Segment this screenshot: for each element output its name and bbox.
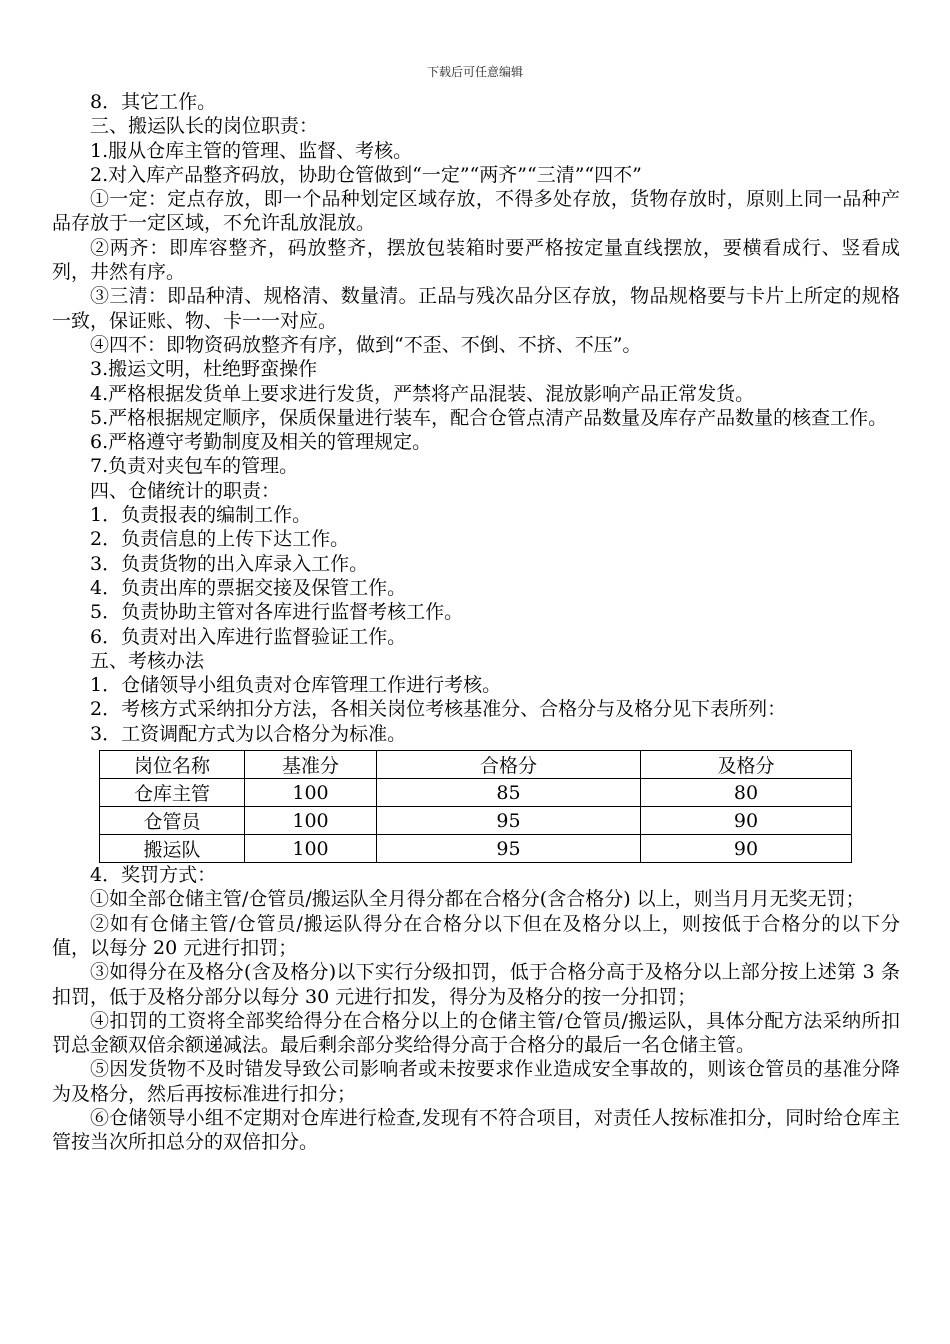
section-heading: 四、仓储统计的职责： [90,479,281,502]
table-header-row [100,751,852,779]
paragraph: ④扣罚的工资将全部奖给得分在合格分以上的仓储主管/仓管员/搬运队，具体分配方法采纳所扣罚总金额双倍余额递减法。最后剩余部分奖给得分高于合格分的最后一名仓储主管。 [52,1009,900,1057]
text-line: 1．仓储领导小组负责对仓库管理工作进行考核。 [90,674,502,697]
text-line: 3．工资调配方式为以合格分为标准。 [90,722,407,745]
paragraph: ③三清：即品种清、规格清、数量清。正品与残次品分区存放，物品规格要与卡片上所定的规格一致，保证账、物、卡一一对应。 [52,285,900,332]
text-line: 7.负责对夹包车的管理。 [90,455,299,478]
score-table [99,750,852,863]
document-body [52,90,900,1155]
text-line: 1.服从仓库主管的管理、监督、考核。 [90,139,413,162]
text-line: 4．奖罚方式： [90,864,217,887]
paragraph: ①一定：定点存放，即一个品种划定区域存放，不得多处存放，货物存放时，原则上同一品种产品存放于一定区域，不允许乱放混放。 [52,188,900,235]
table-cell: 100 [245,807,377,835]
table-header-cell: 基准分 [245,751,377,779]
text-line: 3.搬运文明，杜绝野蛮操作 [90,358,318,381]
table-cell: 搬运队 [100,835,245,863]
table-cell: 100 [245,779,377,807]
page-header-note: 下载后可任意编辑 [426,65,523,79]
table-cell: 80 [641,779,852,807]
table-cell: 100 [245,835,377,863]
text-line: 4.严格根据发货单上要求进行发货，严禁将产品混装、混放影响产品正常发货。 [90,382,755,405]
paragraph: ①如全部仓储主管/仓管员/搬运队全月得分都在合格分(含合格分) 以上，则当月月无奖无罚； [90,888,865,911]
table-row [100,835,852,863]
paragraph: ②两齐：即库容整齐，码放整齐，摆放包装箱时要严格按定量直线摆放，要横看成行、竖看成列，井然有序。 [52,236,900,284]
table-cell: 95 [377,835,641,863]
paragraph: ⑥仓储领导小组不定期对仓库进行检查,发现有不符合项目，对责任人按标准扣分，同时给仓库主管按当次所扣总分的双倍扣分。 [52,1106,900,1154]
table-row [100,807,852,835]
text-line: 6．负责对出入库进行监督验证工作。 [90,625,407,648]
text-line: 5．负责协助主管对各库进行监督考核工作。 [90,601,464,624]
table-cell: 85 [377,779,641,807]
text-line: 2．考核方式采纳扣分方法，各相关岗位考核基准分、合格分与及格分见下表所列： [90,698,787,721]
section-heading: 五、考核办法 [90,649,205,672]
table-header-cell: 合格分 [377,751,641,779]
section-heading: 三、搬运队长的岗位职责： [90,115,319,138]
text-line: ④四不：即物资码放整齐有序，做到“不歪、不倒、不挤、不压”。 [90,333,642,356]
paragraph: ②如有仓储主管/仓管员/搬运队得分在合格分以下但在及格分以上，则按低于合格分的以下分值，以每分 20 元进行扣罚； [52,912,900,959]
table-cell: 90 [641,807,852,835]
table-cell: 95 [377,807,641,835]
table-cell: 90 [641,835,852,863]
paragraph: ③如得分在及格分(含及格分)以下实行分级扣罚，低于合格分高于及格分以上部分按上述第 3 条扣罚，低于及格分部分以每分 30 元进行扣发，得分为及格分的按一分扣罚； [52,961,900,1008]
text-line: 3．负责货物的出入库录入工作。 [90,552,369,575]
table-cell: 仓管员 [100,807,245,835]
paragraph: ⑤因发货物不及时错发导致公司影响者或未按要求作业造成安全事故的，则该仓管员的基准分降为及格分，然后再按标准进行扣分； [52,1058,900,1105]
table-cell: 仓库主管 [100,779,245,807]
paragraph: 5.严格根据规定顺序，保质保量进行装车，配合仓管点清产品数量及库存产品数量的核查工作。 [90,406,888,429]
text-line: 4．负责出库的票据交接及保管工作。 [90,576,407,599]
table-header-cell: 岗位名称 [100,751,245,779]
table-header-cell: 及格分 [641,751,852,779]
text-line: 8．其它工作。 [90,91,217,113]
text-line: 6.严格遵守考勤制度及相关的管理规定。 [90,431,432,454]
text-line: 2．负责信息的上传下达工作。 [90,528,350,551]
text-line: 2.对入库产品整齐码放，协助仓管做到“一定”“两齐”“三清”“四不” [90,163,642,186]
table-row [100,779,852,807]
text-line: 1．负责报表的编制工作。 [90,504,312,527]
